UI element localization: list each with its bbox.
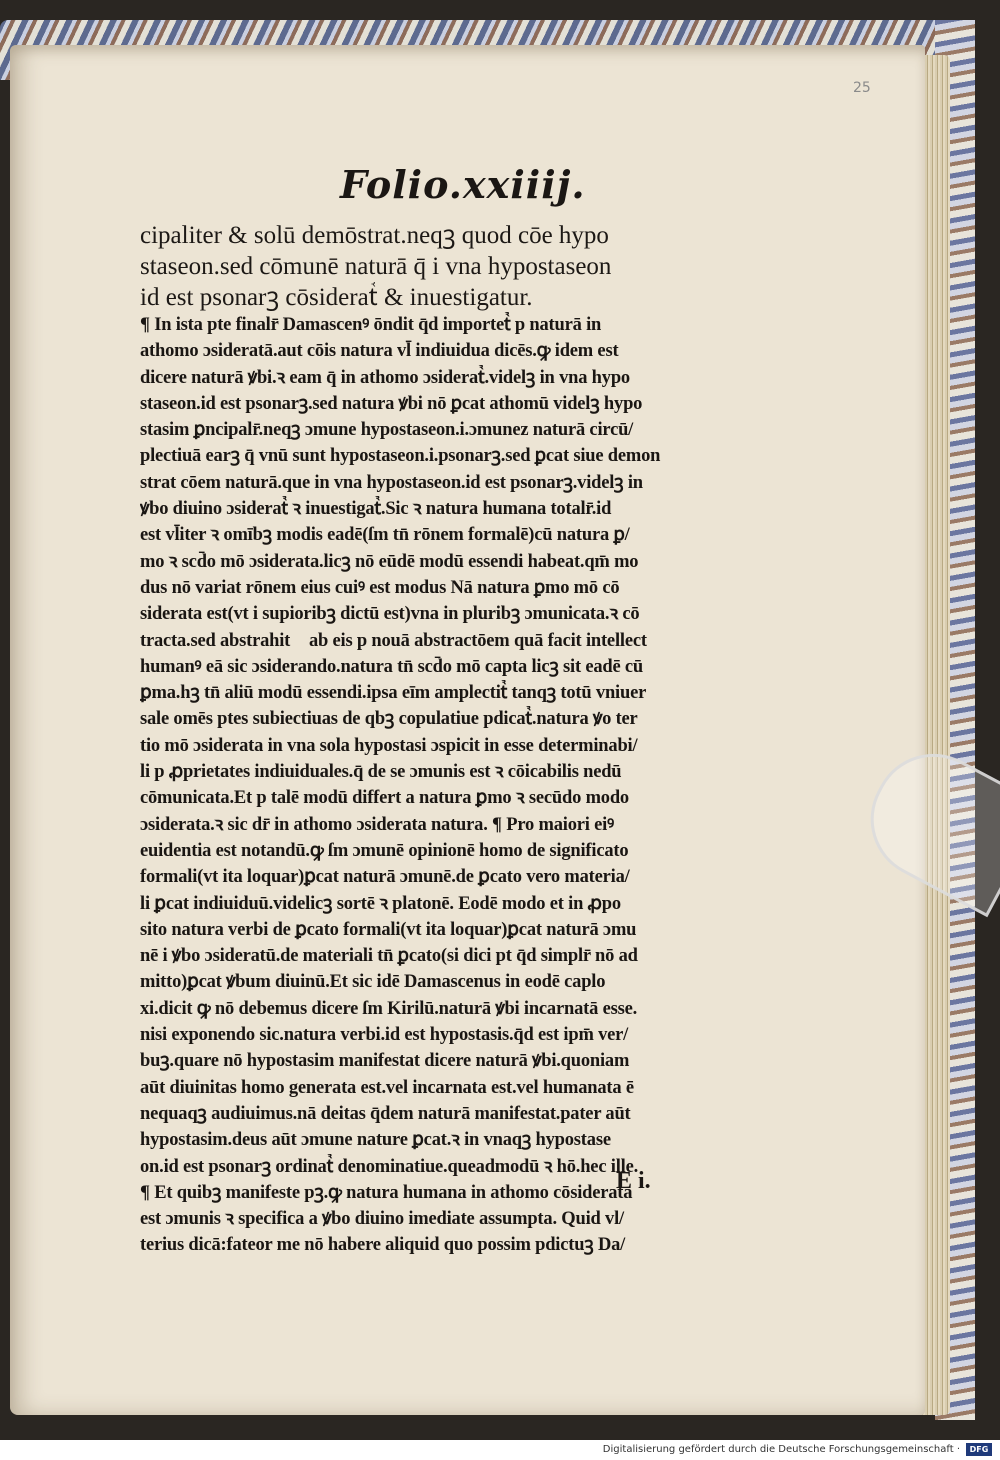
- text-line: staseon.id est psonarꝫ.sed natura ꝟbi nō ꝑcat athomū videlꝫ hypo: [140, 393, 643, 414]
- funding-credit: Digitalisierung gefördert durch die Deutsche Forschungsgemeinschaft ·: [602, 1444, 960, 1455]
- text-line: sito natura verbi de ꝑcato formali(vt ita loquar)ꝑcat naturā ɔmu: [140, 919, 637, 940]
- text-line: formali(vt ita loquar)ꝑcat naturā ɔmunē.de ꝑcato vero materia/: [140, 867, 630, 888]
- text-line: dus nō variat rōnem eius cuiꝰ est modus Nā natura ꝑmo mō cō: [140, 577, 620, 598]
- text-line: xi.dicit ꝙ nō debemus dicere ſm Kirilū.naturā ꝟbi incarnatā esse.: [140, 998, 638, 1019]
- text-line: mo ꝛ scd̄o mō ɔsiderata.licꝫ nō eūdē modū essendi habeat.qm̄ mo: [140, 551, 639, 572]
- text-line: est vl̄iter ꝛ omībꝫ modis eadē(ſm tn̄ rōnem formalē)cū natura ꝑ/: [140, 525, 630, 546]
- text-line: sale omēs ptes subiectiuas de qbꝫ copulatiue pdicatᷣ.natura ꝟo ter: [140, 709, 638, 730]
- commentary-text-block: [140, 312, 740, 1259]
- text-line: ꝑma.hꝫ tn̄ aliū modū essendi.ipsa eīm amplectitᷣ tanqꝫ totū vniuer: [140, 683, 647, 704]
- text-line: ꝟbo diuino ɔsideratᷣ ꝛ inuestigatᷣ.Sic ꝛ natura humana totalr̄.id: [140, 499, 612, 520]
- text-line: tio mō ɔsiderata in vna sola hypostasi ɔspicit in esse determinabi/: [140, 735, 638, 756]
- text-line: stasim ꝑncipalr̄.neqꝫ ɔmune hypostaseon.i.ɔmunez naturā circū/: [140, 420, 634, 441]
- signature-mark: E i.: [616, 1168, 651, 1194]
- folio-heading: Folio.xxiiij.: [340, 162, 586, 207]
- text-line: nē i ꝟbo ɔsideratū.de materiali tn̄ ꝑcato(si dici pt q̄d simplr̄ nō ad: [140, 946, 638, 967]
- text-line: terius dicā:fateor me nō habere aliquid quo possim pdictuꝫ Da/: [140, 1235, 626, 1256]
- intro-line: staseon.sed cōmunē naturā q̄ i vna hypostaseon: [140, 253, 612, 280]
- text-line: on.id est psonarꝫ ordinatᷣ denominatiue.queadmodū ꝛ hō.hec ille.: [140, 1156, 639, 1177]
- text-line: dicere naturā ꝟbi.ꝛ eam q̄ in athomo ɔsideratᷣ.videlꝫ in vna hypo: [140, 367, 630, 388]
- text-line: li ꝑcat indiuiduū.videlicꝫ sortē ꝛ platonē. Eodē modo et in ꝓpo: [140, 893, 621, 914]
- text-line: siderata est(vt i supioribꝫ dictū est)vna in pluribꝫ ɔmunicata.ꝛ cō: [140, 604, 640, 625]
- intro-line: id est psonarꝫ cōsideratᷣ & inuestigatur.: [140, 284, 533, 311]
- text-line: mitto)ꝑcat ꝟbum diuinū.Et sic idē Damascenus in eodē caplo: [140, 972, 606, 993]
- text-line: humanꝰ eā sic ɔsiderando.natura tn̄ scd̄o mō capta licꝫ sit eadē cū: [140, 656, 644, 677]
- text-line: plectiuā earꝫ q̄ vnū sunt hypostaseon.i.psonarꝫ.sed ꝑcat siue demon: [140, 446, 661, 467]
- text-line: nisi exponendo sic.natura verbi.id est hypostasis.q̄d est ipm̄ ver/: [140, 1025, 629, 1046]
- text-line: euidentia est notandū.ꝙ ſm ɔmunē opinionē homo de significato: [140, 840, 629, 861]
- text-line: buꝫ.quare nō hypostasim manifestat dicere naturā ꝟbi.quoniam: [140, 1051, 630, 1072]
- text-line: ɔsiderata.ꝛ sic dr̄ in athomo ɔsiderata natura. ¶ Pro maiori eiꝰ: [140, 814, 614, 835]
- text-line: aūt diuinitas homo generata est.vel incarnata est.vel humanata ē: [140, 1077, 634, 1098]
- intro-text-block: [140, 220, 740, 313]
- dfg-logo-icon: DFG: [966, 1443, 992, 1456]
- pencil-page-number: 25: [853, 80, 871, 96]
- text-line: athomo ɔsideratā.aut cōis natura vl̄ indiuidua dicēs.ꝙ idem est: [140, 341, 619, 362]
- text-line: ¶ Et quibꝫ manifeste pꝫ.ꝙ natura humana in athomo cōsiderata: [140, 1182, 633, 1203]
- text-line: hypostasim.deus aūt ɔmune nature ꝑcat.ꝛ in vnaqꝫ hypostase: [140, 1130, 611, 1151]
- text-line: li p ꝓprietates indiuiduales.q̄ de se ɔmunis est ꝛ cōicabilis nedū: [140, 762, 622, 783]
- text-line: est ɔmunis ꝛ specifica a ꝟbo diuino imediate assumpta. Quid vl/: [140, 1209, 624, 1230]
- text-line: strat cōem naturā.que in vna hypostaseon.id est psonarꝫ.videlꝫ in: [140, 472, 643, 493]
- text-line: nequaqꝫ audiuimus.nā deitas q̄dem naturā manifestat.pater aūt: [140, 1103, 631, 1124]
- intro-line: cipaliter & solū demōstrat.neqꝫ quod cōe hypo: [140, 222, 609, 249]
- text-line: ¶ In ista pte finalr̄ Damascenꝰ ōndit q̄d importetᷣ p naturā in: [140, 315, 602, 335]
- text-line: cōmunicata.Et p talē modū differt a natura ꝑmo ꝛ secūdo modo: [140, 788, 629, 809]
- footer-bar: [0, 1440, 1000, 1460]
- text-line: tracta.sed abstrahitᷣ ab eis p nouā abstractōem quā facit intellectꝰ: [140, 630, 661, 651]
